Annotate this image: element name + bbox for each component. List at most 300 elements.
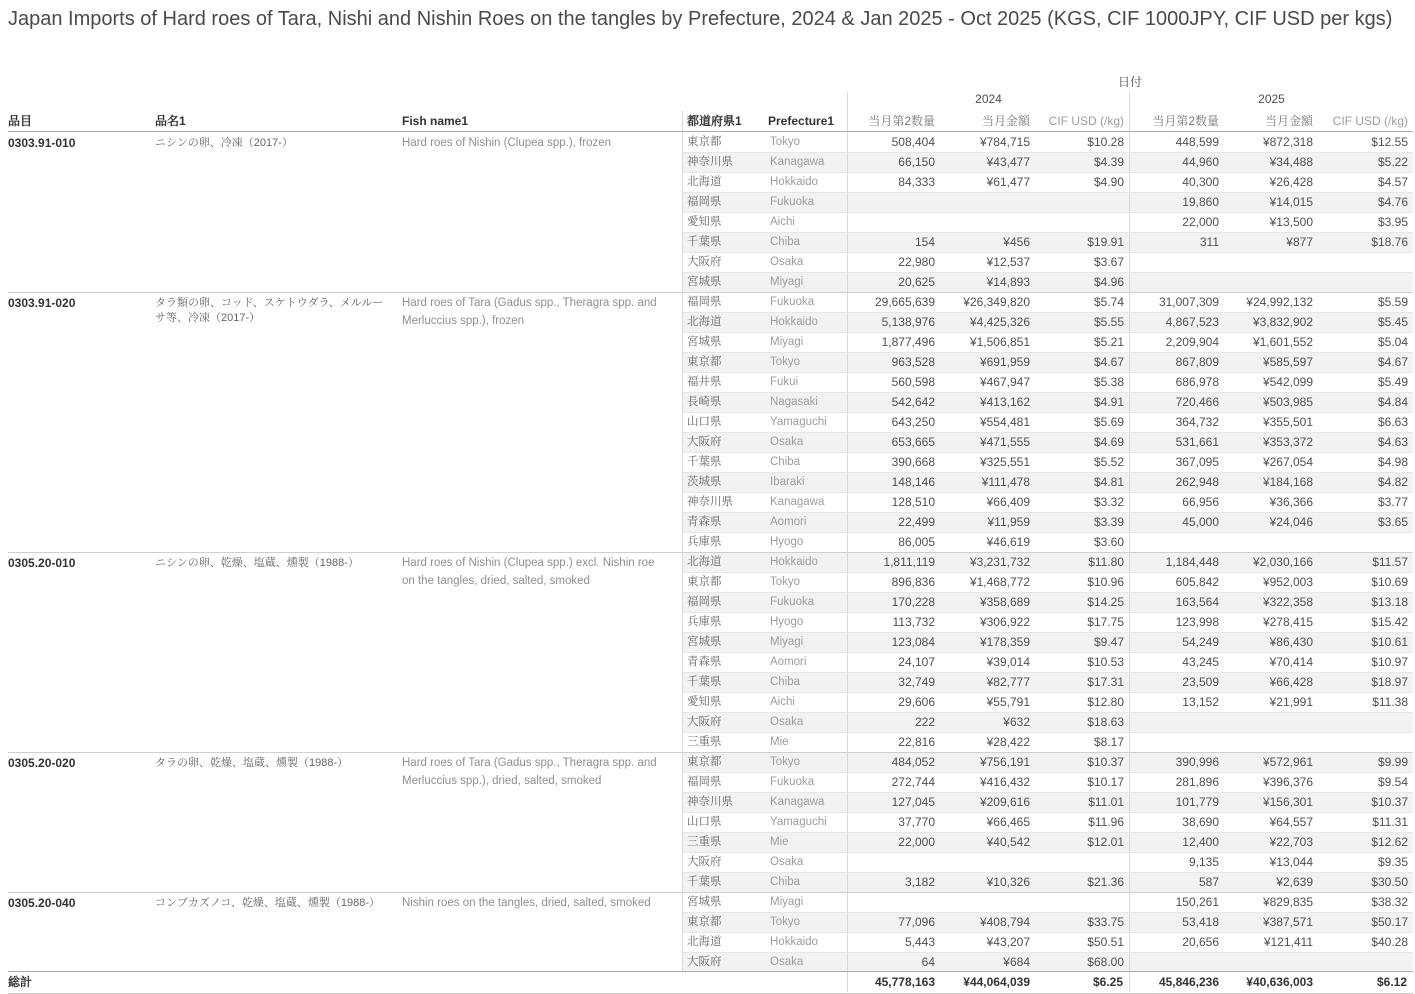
usd-2025-cell <box>1319 732 1413 752</box>
total-value-2024-cell: ¥44,064,039 <box>963 975 1030 989</box>
item-name-cell: ニシンの卵、冷凍（2017-） <box>155 132 402 292</box>
qty-2025-cell: 367,095 <box>1129 452 1225 472</box>
usd-2025-cell: $5.45 <box>1319 312 1413 332</box>
usd-2025-cell: $9.99 <box>1319 752 1413 772</box>
qty-2025-cell: 44,960 <box>1129 152 1225 172</box>
qty-2024-cell: 22,816 <box>847 732 941 752</box>
usd-2024-cell: $12.01 <box>1036 832 1129 852</box>
value-2024-cell: ¥413,162 <box>941 392 1036 412</box>
pref-jp-cell: 愛知県 <box>682 692 768 712</box>
qty-2024-cell: 643,250 <box>847 412 941 432</box>
col-header-usd-2024: CIF USD (/kg) <box>1048 114 1124 128</box>
usd-2025-cell: $4.98 <box>1319 452 1413 472</box>
usd-2024-cell: $18.63 <box>1036 712 1129 732</box>
usd-2025-cell: $4.67 <box>1319 352 1413 372</box>
usd-2025-cell: $12.55 <box>1371 135 1408 149</box>
usd-2025-cell: $4.63 <box>1319 432 1413 452</box>
value-2025-cell: ¥872,318 <box>1262 135 1313 149</box>
value-2024-cell: ¥416,432 <box>941 772 1036 792</box>
value-2024-cell: ¥756,191 <box>941 752 1036 772</box>
value-2025-cell: ¥572,961 <box>1225 752 1319 772</box>
value-2024-cell: ¥209,616 <box>941 792 1036 812</box>
usd-2025-cell <box>1319 952 1413 972</box>
usd-2024-cell <box>1036 892 1129 912</box>
pref-jp-cell: 大阪府 <box>682 712 768 732</box>
qty-2025-cell: 720,466 <box>1129 392 1225 412</box>
qty-2025-cell: 4,867,523 <box>1129 312 1225 332</box>
value-2024-cell: ¥28,422 <box>941 732 1036 752</box>
qty-2024-cell: 542,642 <box>847 392 941 412</box>
pref-en-cell: Ibaraki <box>768 472 847 492</box>
usd-2025-cell: $10.37 <box>1319 792 1413 812</box>
usd-2025-cell: $13.18 <box>1319 592 1413 612</box>
usd-2024-cell: $10.53 <box>1036 652 1129 672</box>
date-axis-label: 日付 <box>1117 75 1142 89</box>
usd-2025-cell: $6.63 <box>1319 412 1413 432</box>
pref-en-cell: Nagasaki <box>768 392 847 412</box>
pref-en-cell: Miyagi <box>768 632 847 652</box>
fish-name-cell: Hard roes of Tara (Gadus spp., Theragra spp. and Merluccius spp.), dried, salted, smoked <box>402 752 682 892</box>
value-2025-cell: ¥86,430 <box>1225 632 1319 652</box>
value-2024-cell <box>941 852 1036 872</box>
table-body <box>8 132 1413 972</box>
value-2024-cell: ¥554,481 <box>941 412 1036 432</box>
item-code-cell: 0303.91-020 <box>8 292 155 552</box>
value-2024-cell: ¥1,468,772 <box>941 572 1036 592</box>
usd-2024-cell: $11.80 <box>1036 552 1129 572</box>
usd-2024-cell: $10.37 <box>1036 752 1129 772</box>
qty-2024-cell: 24,107 <box>847 652 941 672</box>
pref-en-cell: Aomori <box>768 512 847 532</box>
usd-2024-cell: $5.38 <box>1036 372 1129 392</box>
usd-2024-cell: $21.36 <box>1036 872 1129 892</box>
pref-jp-cell: 東京都 <box>682 132 768 152</box>
value-2024-cell: ¥39,014 <box>941 652 1036 672</box>
item-code-cell: 0305.20-020 <box>8 752 155 892</box>
pref-en-cell: Aomori <box>768 652 847 672</box>
usd-2024-cell: $4.39 <box>1036 152 1129 172</box>
pref-jp-cell: 山口県 <box>682 812 768 832</box>
qty-2025-cell <box>1129 952 1225 972</box>
qty-2025-cell: 686,978 <box>1129 372 1225 392</box>
value-2025-cell <box>1225 732 1319 752</box>
qty-2024-cell: 128,510 <box>847 492 941 512</box>
value-2024-cell: ¥26,349,820 <box>941 292 1036 312</box>
usd-2025-cell: $3.65 <box>1319 512 1413 532</box>
qty-2025-cell: 66,956 <box>1129 492 1225 512</box>
qty-2025-cell <box>1129 272 1225 292</box>
value-2025-cell: ¥267,054 <box>1225 452 1319 472</box>
usd-2024-cell: $5.55 <box>1036 312 1129 332</box>
value-2024-cell: ¥632 <box>941 712 1036 732</box>
usd-2024-cell: $11.96 <box>1036 812 1129 832</box>
pref-jp-cell: 大阪府 <box>682 852 768 872</box>
value-2025-cell <box>1225 252 1319 272</box>
pref-en-cell: Yamaguchi <box>768 812 847 832</box>
usd-2024-cell: $4.81 <box>1036 472 1129 492</box>
qty-2024-cell: 22,499 <box>847 512 941 532</box>
usd-2024-cell: $5.52 <box>1036 452 1129 472</box>
qty-2024-cell: 86,005 <box>847 532 941 552</box>
value-2024-cell: ¥14,893 <box>941 272 1036 292</box>
pref-jp-cell: 北海道 <box>682 552 768 572</box>
qty-2025-cell: 22,000 <box>1129 212 1225 232</box>
item-name-cell: タラ類の卵、コッド、スケトウダラ、メルルーサ等、冷凍（2017-） <box>155 292 402 552</box>
qty-2025-cell <box>1129 712 1225 732</box>
pref-jp-cell: 三重県 <box>682 732 768 752</box>
pref-jp-cell: 福岡県 <box>682 772 768 792</box>
value-2024-cell: ¥82,777 <box>941 672 1036 692</box>
pref-en-cell: Chiba <box>768 672 847 692</box>
pref-jp-cell: 大阪府 <box>682 952 768 972</box>
pref-jp-cell: 長崎県 <box>682 392 768 412</box>
qty-2024-cell: 5,138,976 <box>847 312 941 332</box>
value-2025-cell: ¥2,639 <box>1225 872 1319 892</box>
value-2024-cell: ¥4,425,326 <box>941 312 1036 332</box>
usd-2024-cell: $10.28 <box>1087 135 1124 149</box>
value-2024-cell: ¥43,477 <box>941 152 1036 172</box>
value-2025-cell: ¥70,414 <box>1225 652 1319 672</box>
value-2024-cell: ¥784,715 <box>979 135 1030 149</box>
col-header-value-2025: 当月金額 <box>1264 114 1313 128</box>
pref-en-cell: Fukuoka <box>768 292 847 312</box>
usd-2024-cell: $50.51 <box>1036 932 1129 952</box>
col-header-fish-name: Fish name1 <box>402 114 469 128</box>
usd-2025-cell <box>1319 252 1413 272</box>
usd-2025-cell: $10.61 <box>1319 632 1413 652</box>
qty-2024-cell: 272,744 <box>847 772 941 792</box>
usd-2025-cell: $3.77 <box>1319 492 1413 512</box>
column-header-row <box>8 111 1413 132</box>
qty-2025-cell: 448,599 <box>1129 132 1225 152</box>
value-2024-cell: ¥3,231,732 <box>941 552 1036 572</box>
col-header-value-2024: 当月金額 <box>981 114 1030 128</box>
pref-jp-cell: 千葉県 <box>682 452 768 472</box>
qty-2025-cell: 150,261 <box>1129 892 1225 912</box>
pref-en-cell: Hokkaido <box>768 172 847 192</box>
qty-2024-cell: 170,228 <box>847 592 941 612</box>
pref-jp-cell: 北海道 <box>682 312 768 332</box>
usd-2024-cell: $4.91 <box>1036 392 1129 412</box>
value-2024-cell: ¥61,477 <box>941 172 1036 192</box>
qty-2024-cell: 148,146 <box>847 472 941 492</box>
value-2024-cell: ¥66,465 <box>941 812 1036 832</box>
usd-2024-cell: $3.67 <box>1036 252 1129 272</box>
usd-2024-cell: $10.17 <box>1036 772 1129 792</box>
qty-2024-cell: 963,528 <box>847 352 941 372</box>
usd-2024-cell: $10.96 <box>1036 572 1129 592</box>
value-2025-cell: ¥387,571 <box>1225 912 1319 932</box>
pref-jp-cell: 宮城県 <box>682 632 768 652</box>
pref-en-cell: Tokyo <box>768 352 847 372</box>
qty-2024-cell: 154 <box>847 232 941 252</box>
usd-2024-cell: $33.75 <box>1036 912 1129 932</box>
qty-2024-cell: 896,836 <box>847 572 941 592</box>
qty-2024-cell: 113,732 <box>847 612 941 632</box>
pref-jp-cell: 北海道 <box>682 172 768 192</box>
qty-2024-cell: 508,404 <box>847 132 941 152</box>
pref-en-cell: Tokyo <box>768 572 847 592</box>
pref-en-cell: Fukuoka <box>768 192 847 212</box>
pref-en-cell: Kanagawa <box>768 152 847 172</box>
value-2025-cell: ¥21,991 <box>1225 692 1319 712</box>
usd-2024-cell: $5.69 <box>1036 412 1129 432</box>
qty-2024-cell: 20,625 <box>847 272 941 292</box>
qty-2024-cell: 66,150 <box>847 152 941 172</box>
usd-2024-cell <box>1036 192 1129 212</box>
pref-en-cell: Osaka <box>768 852 847 872</box>
qty-2025-cell <box>1129 532 1225 552</box>
fish-name-cell: Nishin roes on the tangles, dried, salted, smoked <box>402 892 682 972</box>
usd-2025-cell <box>1319 532 1413 552</box>
qty-2024-cell: 390,668 <box>847 452 941 472</box>
qty-2025-cell: 13,152 <box>1129 692 1225 712</box>
qty-2024-cell: 3,182 <box>847 872 941 892</box>
pref-jp-cell: 東京都 <box>682 572 768 592</box>
qty-2024-cell: 5,443 <box>847 932 941 952</box>
usd-2025-cell: $4.82 <box>1319 472 1413 492</box>
qty-2024-cell <box>847 852 941 872</box>
value-2024-cell: ¥684 <box>941 952 1036 972</box>
value-2024-cell: ¥66,409 <box>941 492 1036 512</box>
pref-en-cell: Osaka <box>768 952 847 972</box>
value-2024-cell: ¥1,506,851 <box>941 332 1036 352</box>
qty-2025-cell: 587 <box>1129 872 1225 892</box>
qty-2025-cell: 101,779 <box>1129 792 1225 812</box>
qty-2025-cell <box>1129 252 1225 272</box>
qty-2025-cell: 605,842 <box>1129 572 1225 592</box>
usd-2025-cell: $18.97 <box>1319 672 1413 692</box>
pref-jp-cell: 東京都 <box>682 752 768 772</box>
pref-jp-cell: 青森県 <box>682 512 768 532</box>
qty-2024-cell: 32,749 <box>847 672 941 692</box>
value-2025-cell <box>1225 272 1319 292</box>
usd-2024-cell: $11.01 <box>1036 792 1129 812</box>
qty-2025-cell: 31,007,309 <box>1129 292 1225 312</box>
usd-2025-cell: $40.28 <box>1319 932 1413 952</box>
value-2025-cell: ¥877 <box>1225 232 1319 252</box>
item-name-cell: タラの卵、乾燥、塩蔵、燻製（1988-） <box>155 752 402 892</box>
value-2024-cell: ¥40,542 <box>941 832 1036 852</box>
pref-en-cell: Tokyo <box>768 912 847 932</box>
pref-en-cell: Miyagi <box>768 272 847 292</box>
usd-2025-cell: $9.35 <box>1319 852 1413 872</box>
usd-2024-cell: $5.21 <box>1036 332 1129 352</box>
value-2025-cell: ¥34,488 <box>1225 152 1319 172</box>
pref-jp-cell: 兵庫県 <box>682 612 768 632</box>
value-2025-cell: ¥355,501 <box>1225 412 1319 432</box>
qty-2025-cell: 123,998 <box>1129 612 1225 632</box>
total-usd-2024-cell: $6.25 <box>1092 975 1123 989</box>
value-2025-cell: ¥24,046 <box>1225 512 1319 532</box>
value-2025-cell: ¥64,557 <box>1225 812 1319 832</box>
total-qty-2025-cell: 45,846,236 <box>1129 972 1225 992</box>
usd-2025-cell: $5.04 <box>1319 332 1413 352</box>
usd-2025-cell <box>1319 272 1413 292</box>
qty-2024-cell: 222 <box>847 712 941 732</box>
qty-2025-cell: 281,896 <box>1129 772 1225 792</box>
pref-en-cell: Hokkaido <box>768 552 847 572</box>
value-2024-cell: ¥325,551 <box>941 452 1036 472</box>
value-2025-cell: ¥36,366 <box>1225 492 1319 512</box>
usd-2025-cell: $4.57 <box>1319 172 1413 192</box>
pref-jp-cell: 東京都 <box>682 352 768 372</box>
qty-2025-cell: 12,400 <box>1129 832 1225 852</box>
usd-2024-cell <box>1036 212 1129 232</box>
qty-2024-cell: 560,598 <box>847 372 941 392</box>
value-2025-cell: ¥184,168 <box>1225 472 1319 492</box>
pref-jp-cell: 三重県 <box>682 832 768 852</box>
usd-2024-cell: $4.90 <box>1036 172 1129 192</box>
value-2025-cell: ¥396,376 <box>1225 772 1319 792</box>
value-2025-cell: ¥24,992,132 <box>1225 292 1319 312</box>
pref-en-cell: Hyogo <box>768 532 847 552</box>
value-2024-cell: ¥10,326 <box>941 872 1036 892</box>
usd-2025-cell: $11.38 <box>1319 692 1413 712</box>
qty-2024-cell: 653,665 <box>847 432 941 452</box>
qty-2025-cell: 19,860 <box>1129 192 1225 212</box>
value-2024-cell: ¥11,959 <box>941 512 1036 532</box>
qty-2024-cell: 123,084 <box>847 632 941 652</box>
qty-2025-cell: 1,184,448 <box>1129 552 1225 572</box>
pref-en-cell: Aichi <box>768 212 847 232</box>
value-2025-cell <box>1225 952 1319 972</box>
item-code-cell: 0305.20-040 <box>8 892 155 972</box>
qty-2025-cell: 867,809 <box>1129 352 1225 372</box>
pref-jp-cell: 大阪府 <box>682 432 768 452</box>
value-2025-cell: ¥14,015 <box>1225 192 1319 212</box>
pref-en-cell: Tokyo <box>770 136 801 148</box>
col-header-pref-en: Prefecture1 <box>768 114 835 128</box>
usd-2024-cell: $4.69 <box>1036 432 1129 452</box>
item-name-cell: コンブカズノコ、乾燥、塩蔵、燻製（1988-） <box>155 892 402 972</box>
col-header-item-code: 品目 <box>8 114 33 128</box>
pref-en-cell: Fukuoka <box>768 772 847 792</box>
usd-2025-cell: $5.59 <box>1319 292 1413 312</box>
qty-2025-cell: 2,209,904 <box>1129 332 1225 352</box>
pref-en-cell: Aichi <box>768 692 847 712</box>
usd-2024-cell: $68.00 <box>1036 952 1129 972</box>
qty-2024-cell: 22,980 <box>847 252 941 272</box>
qty-2024-cell <box>847 212 941 232</box>
fish-name-cell: Hard roes of Nishin (Clupea spp.) excl. Nishin roe on the tangles, dried, salted, smoked <box>402 552 682 752</box>
qty-2025-cell: 54,249 <box>1129 632 1225 652</box>
pref-jp-cell: 宮城県 <box>682 332 768 352</box>
value-2024-cell: ¥456 <box>941 232 1036 252</box>
pref-jp-cell: 千葉県 <box>682 672 768 692</box>
value-2024-cell: ¥408,794 <box>941 912 1036 932</box>
col-header-item-name: 品名1 <box>155 114 186 128</box>
usd-2025-cell: $18.76 <box>1319 232 1413 252</box>
pref-jp-cell: 千葉県 <box>682 872 768 892</box>
usd-2024-cell: $3.60 <box>1036 532 1129 552</box>
grand-total-label: 総計 <box>8 975 33 989</box>
value-2024-cell: ¥111,478 <box>941 472 1036 492</box>
value-2025-cell: ¥66,428 <box>1225 672 1319 692</box>
pref-jp-cell: 茨城県 <box>682 472 768 492</box>
usd-2025-cell: $9.54 <box>1319 772 1413 792</box>
qty-2024-cell: 29,665,639 <box>847 292 941 312</box>
value-2024-cell: ¥12,537 <box>941 252 1036 272</box>
value-2025-cell <box>1225 712 1319 732</box>
total-value-2025-cell: ¥40,636,003 <box>1246 975 1313 989</box>
qty-2024-cell <box>847 892 941 912</box>
value-2025-cell: ¥829,835 <box>1225 892 1319 912</box>
qty-2025-cell: 262,948 <box>1129 472 1225 492</box>
value-2024-cell <box>941 892 1036 912</box>
col-header-usd-2025: CIF USD (/kg) <box>1332 114 1408 128</box>
qty-2025-cell: 40,300 <box>1129 172 1225 192</box>
col-header-qty-2025: 当月第2数量 <box>1129 111 1225 131</box>
value-2025-cell: ¥585,597 <box>1225 352 1319 372</box>
pref-jp-cell: 愛知県 <box>682 212 768 232</box>
value-2025-cell: ¥278,415 <box>1225 612 1319 632</box>
pref-en-cell: Osaka <box>768 252 847 272</box>
pref-en-cell: Chiba <box>768 452 847 472</box>
pref-en-cell: Miyagi <box>768 332 847 352</box>
pref-jp-cell: 福岡県 <box>682 592 768 612</box>
usd-2025-cell: $11.57 <box>1319 552 1413 572</box>
usd-2025-cell: $38.32 <box>1319 892 1413 912</box>
value-2024-cell: ¥358,689 <box>941 592 1036 612</box>
pref-en-cell: Mie <box>768 832 847 852</box>
pref-en-cell: Miyagi <box>768 892 847 912</box>
usd-2025-cell: $10.97 <box>1319 652 1413 672</box>
usd-2024-cell: $3.32 <box>1036 492 1129 512</box>
value-2025-cell: ¥503,985 <box>1225 392 1319 412</box>
total-usd-2025-cell: $6.12 <box>1376 975 1407 989</box>
pref-jp-cell: 千葉県 <box>682 232 768 252</box>
value-2024-cell: ¥46,619 <box>941 532 1036 552</box>
qty-2025-cell: 43,245 <box>1129 652 1225 672</box>
value-2025-cell: ¥26,428 <box>1225 172 1319 192</box>
pref-jp-cell: 福岡県 <box>682 292 768 312</box>
pref-en-cell: Kanagawa <box>768 792 847 812</box>
value-2024-cell: ¥306,922 <box>941 612 1036 632</box>
value-2025-cell: ¥22,703 <box>1225 832 1319 852</box>
usd-2025-cell: $15.42 <box>1319 612 1413 632</box>
usd-2024-cell: $3.39 <box>1036 512 1129 532</box>
qty-2025-cell: 9,135 <box>1129 852 1225 872</box>
qty-2025-cell: 364,732 <box>1129 412 1225 432</box>
usd-2024-cell: $19.91 <box>1036 232 1129 252</box>
pref-en-cell: Fukui <box>768 372 847 392</box>
value-2024-cell: ¥178,359 <box>941 632 1036 652</box>
value-2025-cell: ¥13,500 <box>1225 212 1319 232</box>
value-2025-cell: ¥121,411 <box>1225 932 1319 952</box>
value-2024-cell: ¥691,959 <box>941 352 1036 372</box>
usd-2024-cell: $4.67 <box>1036 352 1129 372</box>
qty-2025-cell: 163,564 <box>1129 592 1225 612</box>
value-2025-cell: ¥3,832,902 <box>1225 312 1319 332</box>
qty-2024-cell: 84,333 <box>847 172 941 192</box>
item-name-cell: ニシンの卵、乾燥、塩蔵、燻製（1988-） <box>155 552 402 752</box>
qty-2024-cell <box>847 192 941 212</box>
usd-2025-cell: $3.95 <box>1319 212 1413 232</box>
usd-2024-cell: $4.96 <box>1036 272 1129 292</box>
item-code-cell: 0305.20-010 <box>8 552 155 752</box>
usd-2024-cell: $5.74 <box>1036 292 1129 312</box>
pref-jp-cell: 神奈川県 <box>682 792 768 812</box>
pref-jp-cell: 宮城県 <box>682 892 768 912</box>
value-2024-cell: ¥471,555 <box>941 432 1036 452</box>
usd-2025-cell: $50.17 <box>1319 912 1413 932</box>
usd-2024-cell: $12.80 <box>1036 692 1129 712</box>
pref-en-cell: Hyogo <box>768 612 847 632</box>
pref-en-cell: Chiba <box>768 232 847 252</box>
usd-2025-cell: $5.22 <box>1319 152 1413 172</box>
grand-total-row <box>8 971 1413 994</box>
